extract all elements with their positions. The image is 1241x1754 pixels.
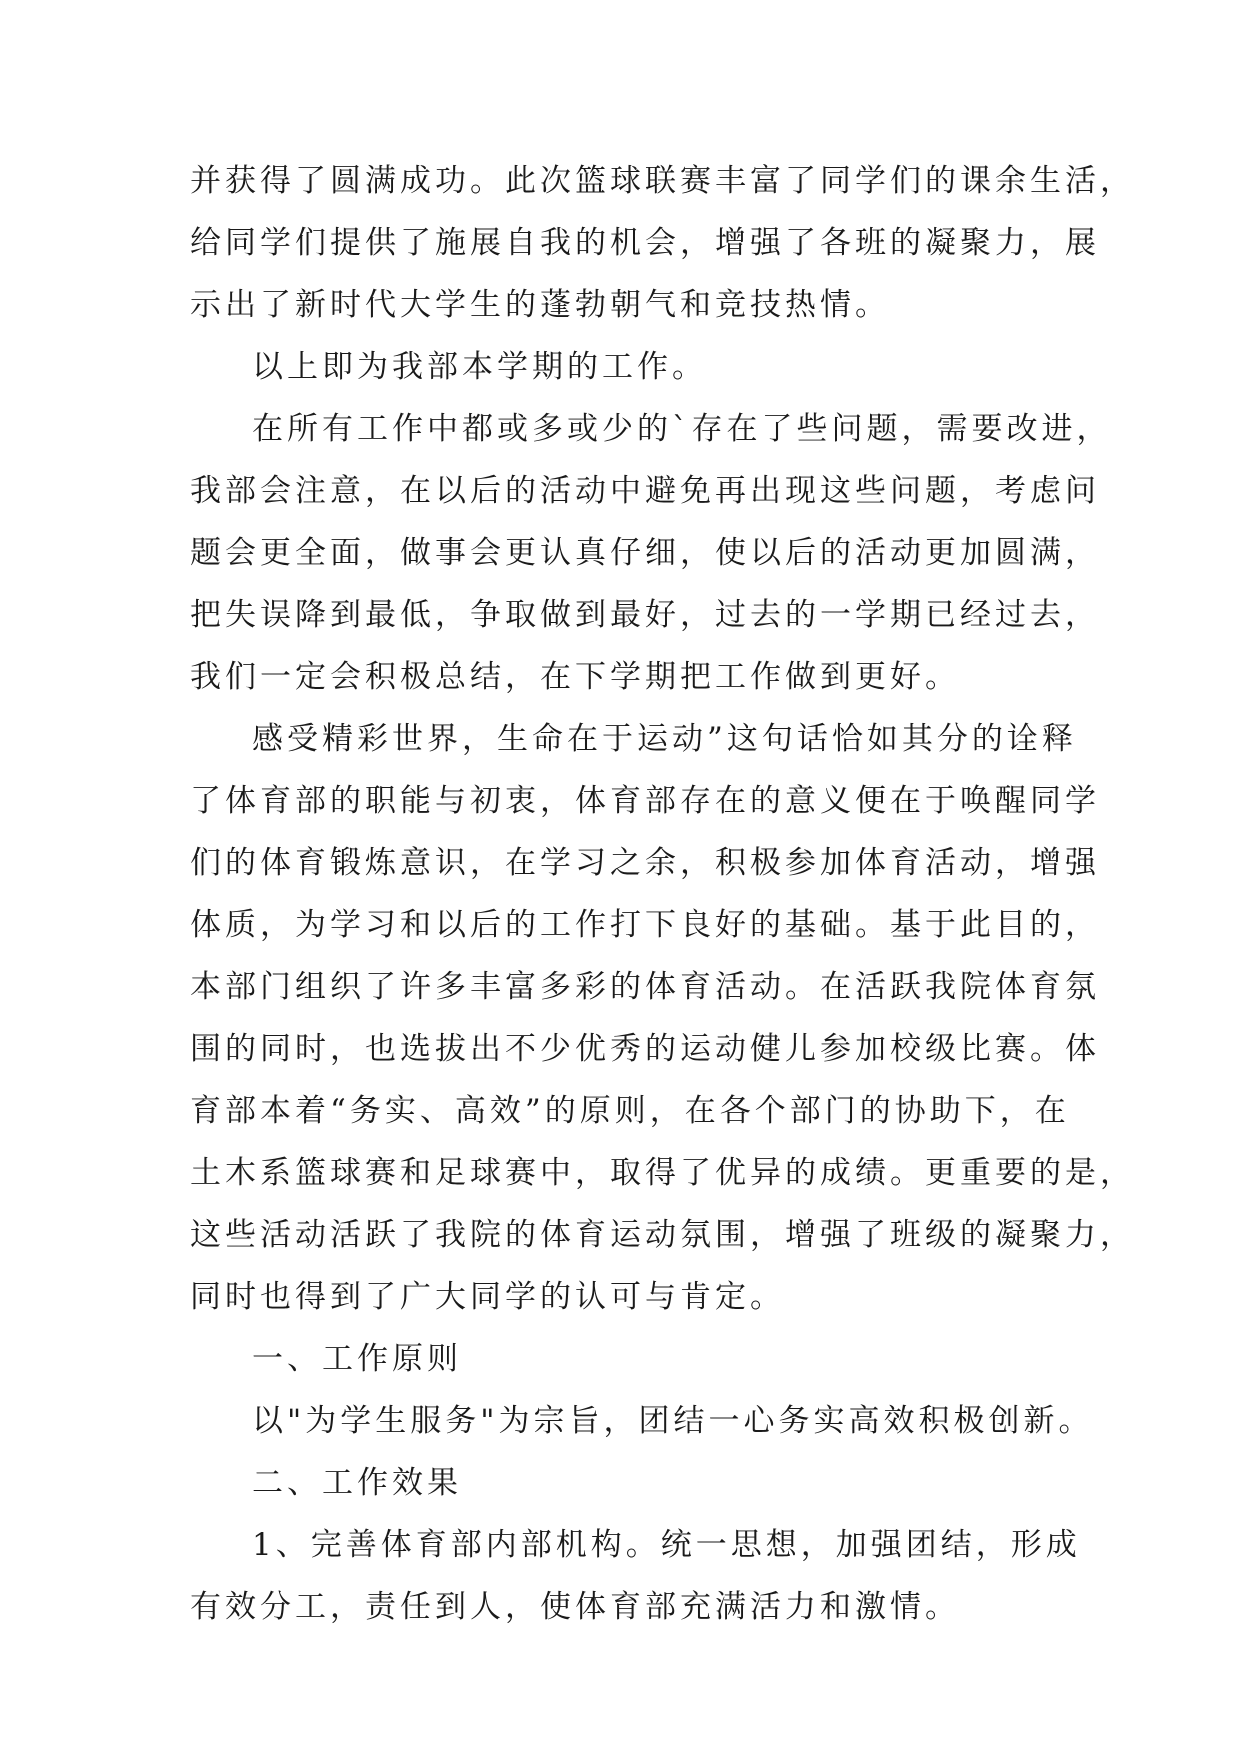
text-line: 二、工作效果 — [252, 1465, 462, 1501]
text-line: 育部本着“务实、高效”的原则，在各个部门的协助下，在 — [190, 1093, 1070, 1129]
text-line: 有效分工，责任到人，使体育部充满活力和激情。 — [190, 1589, 960, 1625]
text-line: 同时也得到了广大同学的认可与肯定。 — [190, 1279, 785, 1315]
text-line: 1、完善体育部内部机构。统一思想，加强团结，形成 — [252, 1527, 1081, 1563]
document-body — [190, 150, 1135, 1638]
text-line: 把失误降到最低，争取做到最好，过去的一学期已经过去， — [190, 597, 1100, 633]
text-line: 以"为学生服务"为宗旨，团结一心务实高效积极创新。 — [252, 1403, 1094, 1439]
text-line: 土木系篮球赛和足球赛中，取得了优异的成绩。更重要的是， — [190, 1155, 1135, 1191]
text-line: 本部门组织了许多丰富多彩的体育活动。在活跃我院体育氛 — [190, 969, 1100, 1005]
text-line: 并获得了圆满成功。此次篮球联赛丰富了同学们的课余生活， — [190, 163, 1135, 199]
text-line: 题会更全面，做事会更认真仔细，使以后的活动更加圆满， — [190, 535, 1100, 571]
text-line: 我们一定会积极总结，在下学期把工作做到更好。 — [190, 659, 960, 695]
text-line: 一、工作原则 — [252, 1341, 462, 1377]
text-line: 围的同时，也选拔出不少优秀的运动健儿参加校级比赛。体 — [190, 1031, 1100, 1067]
text-line: 体质，为学习和以后的工作打下良好的基础。基于此目的， — [190, 907, 1100, 943]
text-line: 以上即为我部本学期的工作。 — [252, 349, 707, 385]
text-line: 我部会注意，在以后的活动中避免再出现这些问题，考虑问 — [190, 473, 1100, 509]
text-line: 在所有工作中都或多或少的`存在了些问题，需要改进， — [252, 411, 1112, 447]
text-line: 了体育部的职能与初衷，体育部存在的意义便在于唤醒同学 — [190, 783, 1100, 819]
text-line: 示出了新时代大学生的蓬勃朝气和竞技热情。 — [190, 287, 890, 323]
text-line: 这些活动活跃了我院的体育运动氛围，增强了班级的凝聚力， — [190, 1217, 1135, 1253]
text-line: 感受精彩世界，生命在于运动”这句话恰如其分的诠释 — [252, 721, 1077, 757]
text-line: 给同学们提供了施展自我的机会，增强了各班的凝聚力，展 — [190, 225, 1100, 261]
text-line: 们的体育锻炼意识，在学习之余，积极参加体育活动，增强 — [190, 845, 1100, 881]
